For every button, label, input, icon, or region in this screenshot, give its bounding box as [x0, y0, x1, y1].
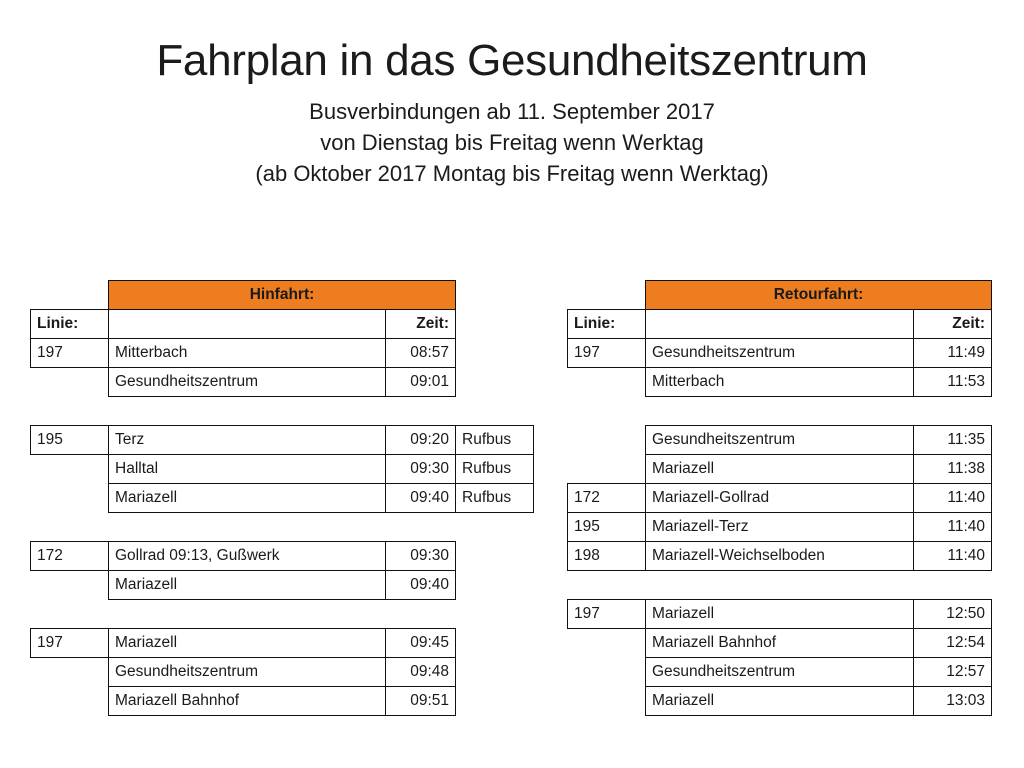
note-cell: Rufbus	[456, 484, 534, 513]
group-spacer	[568, 571, 992, 600]
spacer-cell	[456, 281, 534, 310]
spacer-cell	[456, 310, 534, 339]
note-cell	[456, 571, 534, 600]
timetable-columns	[0, 280, 1024, 716]
time-cell: 09:30	[386, 455, 456, 484]
table-row	[568, 600, 992, 629]
return-header-line: Linie:	[568, 310, 646, 339]
note-cell: Rufbus	[456, 455, 534, 484]
line-cell: 197	[568, 600, 646, 629]
time-cell: 09:51	[386, 687, 456, 716]
outbound-header-row	[31, 310, 534, 339]
line-cell: 172	[568, 484, 646, 513]
stop-cell: Mariazell	[646, 600, 914, 629]
time-cell: 09:01	[386, 368, 456, 397]
stop-cell: Halltal	[109, 455, 386, 484]
note-cell	[456, 687, 534, 716]
time-cell: 12:57	[914, 658, 992, 687]
table-row	[31, 658, 534, 687]
line-cell	[31, 571, 109, 600]
return-banner: Retourfahrt:	[646, 281, 992, 310]
outbound-banner: Hinfahrt:	[109, 281, 456, 310]
subtitle-line-1: Busverbindungen ab 11. September 2017	[309, 99, 715, 124]
line-cell	[568, 658, 646, 687]
line-cell	[31, 484, 109, 513]
time-cell: 09:30	[386, 542, 456, 571]
time-cell: 09:40	[386, 484, 456, 513]
stop-cell: Gesundheitszentrum	[646, 339, 914, 368]
table-row	[568, 484, 992, 513]
time-cell: 11:53	[914, 368, 992, 397]
table-row	[31, 542, 534, 571]
table-row	[568, 339, 992, 368]
table-row	[31, 368, 534, 397]
spacer-cell	[31, 281, 109, 310]
time-cell: 12:54	[914, 629, 992, 658]
group-spacer	[568, 397, 992, 426]
line-cell	[568, 629, 646, 658]
stop-cell: Mariazell	[646, 687, 914, 716]
stop-cell: Mariazell	[646, 455, 914, 484]
time-cell: 08:57	[386, 339, 456, 368]
time-cell: 09:45	[386, 629, 456, 658]
line-cell	[568, 455, 646, 484]
time-cell: 09:48	[386, 658, 456, 687]
table-row	[568, 658, 992, 687]
spacer-cell	[568, 281, 646, 310]
note-cell	[456, 658, 534, 687]
subtitle-line-2: von Dienstag bis Freitag wenn Werktag	[320, 130, 704, 155]
stop-cell: Mariazell	[109, 484, 386, 513]
table-row	[568, 513, 992, 542]
line-cell	[568, 368, 646, 397]
line-cell	[31, 658, 109, 687]
line-cell: 197	[568, 339, 646, 368]
note-cell	[456, 368, 534, 397]
stop-cell: Gollrad 09:13, Gußwerk	[109, 542, 386, 571]
line-cell: 197	[31, 339, 109, 368]
outbound-column	[30, 280, 535, 716]
stop-cell: Mariazell-Gollrad	[646, 484, 914, 513]
return-table	[567, 280, 992, 716]
subtitle-line-3: (ab Oktober 2017 Montag bis Freitag wenn Werktag)	[255, 161, 769, 186]
outbound-header-line: Linie:	[31, 310, 109, 339]
line-cell: 198	[568, 542, 646, 571]
line-cell: 197	[31, 629, 109, 658]
time-cell: 11:40	[914, 542, 992, 571]
note-cell	[456, 339, 534, 368]
note-cell: Rufbus	[456, 426, 534, 455]
line-cell	[31, 687, 109, 716]
table-row	[31, 571, 534, 600]
time-cell: 11:38	[914, 455, 992, 484]
stop-cell: Mitterbach	[109, 339, 386, 368]
table-row	[568, 687, 992, 716]
stop-cell: Mariazell	[109, 629, 386, 658]
group-spacer	[31, 397, 534, 426]
group-spacer	[31, 600, 534, 629]
return-header-row	[568, 310, 992, 339]
line-cell	[568, 426, 646, 455]
group-spacer	[31, 513, 534, 542]
stop-cell: Mitterbach	[646, 368, 914, 397]
table-row	[31, 426, 534, 455]
line-cell	[568, 687, 646, 716]
table-row	[568, 629, 992, 658]
stop-cell: Mariazell-Terz	[646, 513, 914, 542]
outbound-table	[30, 280, 534, 716]
outbound-banner-row	[31, 281, 534, 310]
table-row	[568, 426, 992, 455]
stop-cell: Mariazell Bahnhof	[109, 687, 386, 716]
time-cell: 13:03	[914, 687, 992, 716]
line-cell: 195	[31, 426, 109, 455]
stop-cell: Gesundheitszentrum	[646, 658, 914, 687]
time-cell: 09:40	[386, 571, 456, 600]
return-banner-row	[568, 281, 992, 310]
line-cell: 195	[568, 513, 646, 542]
table-row	[31, 629, 534, 658]
table-row	[568, 368, 992, 397]
stop-cell: Gesundheitszentrum	[646, 426, 914, 455]
return-header-stop	[646, 310, 914, 339]
table-row	[568, 542, 992, 571]
line-cell: 172	[31, 542, 109, 571]
table-row	[31, 455, 534, 484]
outbound-header-time: Zeit:	[386, 310, 456, 339]
stop-cell: Mariazell-Weichselboden	[646, 542, 914, 571]
note-cell	[456, 629, 534, 658]
note-cell	[456, 542, 534, 571]
table-row	[31, 484, 534, 513]
time-cell: 09:20	[386, 426, 456, 455]
time-cell: 11:40	[914, 513, 992, 542]
stop-cell: Mariazell Bahnhof	[646, 629, 914, 658]
page-title: Fahrplan in das Gesundheitszentrum	[156, 36, 868, 85]
time-cell: 11:49	[914, 339, 992, 368]
time-cell: 12:50	[914, 600, 992, 629]
time-cell: 11:40	[914, 484, 992, 513]
table-row	[31, 339, 534, 368]
line-cell	[31, 455, 109, 484]
return-header-time: Zeit:	[914, 310, 992, 339]
stop-cell: Terz	[109, 426, 386, 455]
time-cell: 11:35	[914, 426, 992, 455]
stop-cell: Mariazell	[109, 571, 386, 600]
return-column	[567, 280, 992, 716]
table-row	[568, 455, 992, 484]
outbound-header-stop	[109, 310, 386, 339]
table-row	[31, 687, 534, 716]
stop-cell: Gesundheitszentrum	[109, 368, 386, 397]
line-cell	[31, 368, 109, 397]
stop-cell: Gesundheitszentrum	[109, 658, 386, 687]
subtitle-block	[0, 96, 1024, 189]
